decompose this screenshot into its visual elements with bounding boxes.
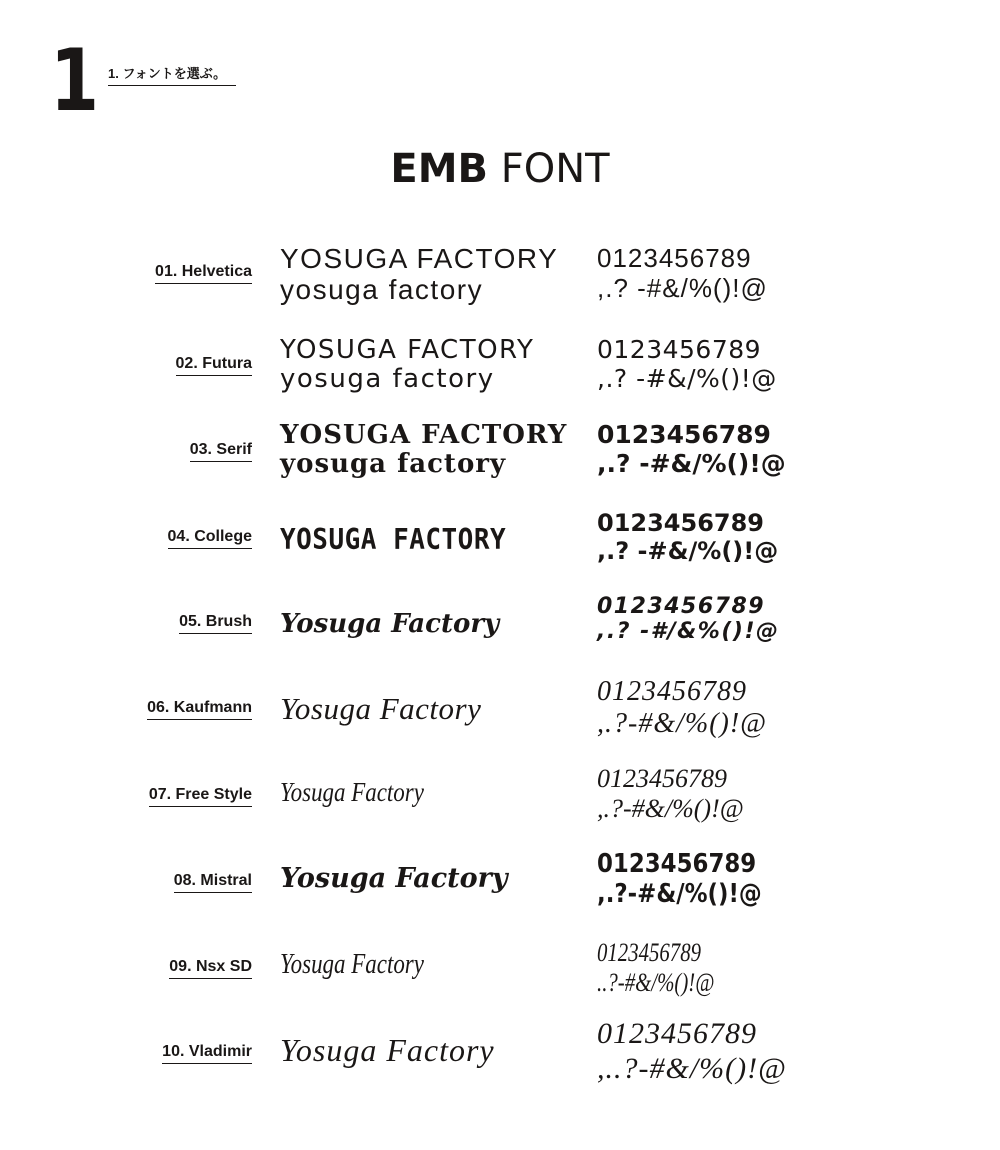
- font-sample: [280, 421, 567, 478]
- step-number: 1: [50, 31, 96, 131]
- sample-upper: Yosuga Factory: [280, 863, 508, 894]
- sample-upper: YOSUGA FACTORY: [280, 335, 535, 365]
- symbols-line: ,.? -#&/%()!@: [597, 536, 779, 565]
- digits-line: 0123456789: [597, 594, 766, 619]
- font-digits: [597, 1017, 787, 1086]
- font-sample: [280, 950, 424, 981]
- symbols-line: ,.? -#/&%()!@: [597, 619, 780, 645]
- font-name: 03. Serif: [190, 441, 252, 462]
- font-name: 07. Free Style: [149, 786, 252, 807]
- font-name: 02. Futura: [176, 355, 252, 376]
- digits-line: 0123456789: [597, 764, 727, 793]
- symbols-line: ,..?-#&/%()!@: [597, 1051, 787, 1085]
- font-sample: [280, 692, 481, 726]
- digits-line: 0123456789: [597, 335, 762, 364]
- symbols-line: ,.?-#&/%()!@: [597, 793, 744, 823]
- symbols-line: ,.?-#&/%()!@: [597, 708, 767, 740]
- digits-line: 0123456789: [597, 849, 757, 879]
- digits-line: 0123456789: [597, 509, 764, 537]
- font-name: 05. Brush: [179, 613, 252, 634]
- font-name: 09. Nsx SD: [169, 958, 252, 979]
- digits-line: 0123456789: [597, 420, 771, 449]
- digits-line: 0123456789: [597, 676, 747, 707]
- title-bold: EMB: [390, 146, 489, 192]
- sample-lower: yosuga factory: [280, 273, 484, 305]
- font-sample: [280, 610, 499, 639]
- step-label: 1. フォントを選ぶ。: [108, 63, 236, 86]
- digits-line: 0123456789: [597, 938, 701, 967]
- symbols-line: ,.? -#&/%()!@: [597, 363, 777, 393]
- symbols-line: ..?-#&/%()!@: [597, 967, 715, 997]
- digits-line: 0123456789: [597, 243, 752, 273]
- font-digits: [597, 244, 768, 304]
- font-name: 04. College: [168, 528, 252, 549]
- font-digits: [597, 764, 744, 824]
- sample-lower: yosuga factory: [280, 448, 507, 479]
- sample-upper: Yosuga Factory: [280, 949, 424, 980]
- font-sample: [280, 1033, 495, 1068]
- sample-upper: YOSUGA FACTORY: [280, 243, 559, 274]
- digits-line: 0123456789: [597, 1017, 757, 1050]
- font-digits: [597, 594, 779, 645]
- symbols-line: ,.?-#&/%()!@: [597, 878, 762, 909]
- sample-upper: Yosuga Factory: [280, 609, 500, 639]
- sample-lower: yosuga factory: [280, 363, 495, 394]
- font-name: 06. Kaufmann: [147, 699, 252, 720]
- font-name: 01. Helvetica: [155, 263, 252, 284]
- font-sample: [280, 778, 424, 808]
- symbols-line: ,.? -#&/%()!@: [597, 448, 786, 478]
- font-digits: [597, 676, 767, 740]
- font-sample: [280, 336, 534, 393]
- sample-upper: Yosuga Factory: [280, 691, 482, 726]
- font-digits: [597, 850, 762, 910]
- font-name: 08. Mistral: [174, 872, 252, 893]
- font-digits: [597, 421, 786, 479]
- font-digits: [597, 938, 714, 998]
- sample-upper: Yosuga Factory: [280, 777, 424, 807]
- font-sample: [280, 864, 508, 894]
- font-digits: [597, 510, 778, 565]
- page-title: [0, 146, 1000, 192]
- symbols-line: ,.? -#&/%()!@: [597, 272, 768, 303]
- font-digits: [597, 336, 777, 394]
- sample-upper: Yosuga Factory: [280, 1032, 495, 1068]
- font-sample: [280, 525, 506, 556]
- sample-upper: YOSUGA FACTORY: [280, 523, 507, 557]
- title-light: FONT: [500, 146, 610, 192]
- font-sample: [280, 244, 558, 306]
- font-name: 10. Vladimir: [162, 1043, 252, 1064]
- sample-upper: YOSUGA FACTORY: [280, 420, 568, 450]
